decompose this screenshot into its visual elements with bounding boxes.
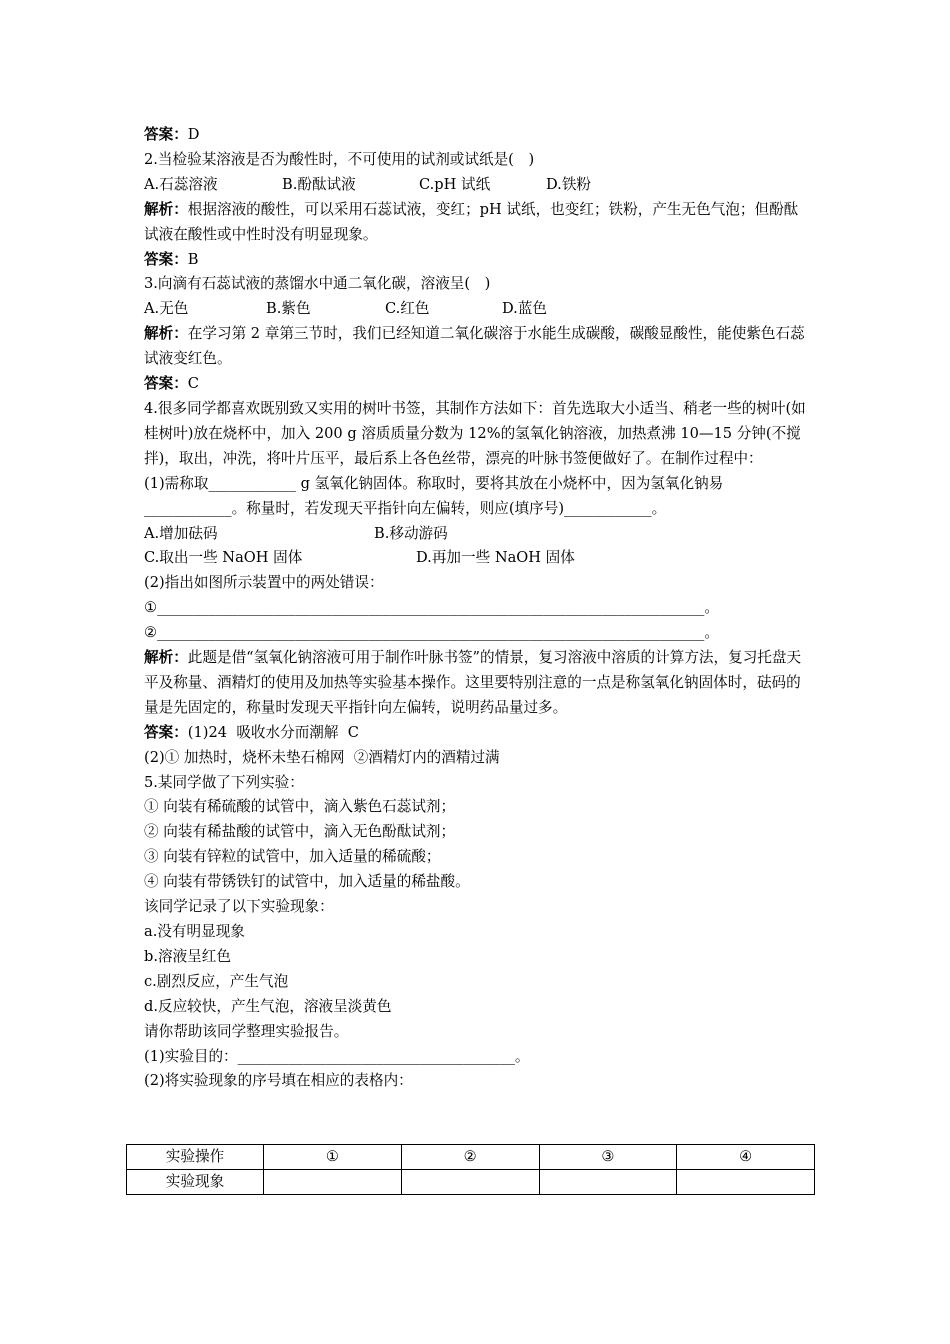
q2-options [144,173,810,198]
table-cell: ② [401,1145,539,1170]
q2-option-c: C.pH 试纸 [419,175,491,193]
q4-stem: 4.很多同学都喜欢既别致又实用的树叶书签，其制作方法如下：首先选取大小适当、稍老一些的树叶(如桂树叶)放在烧杯中，加入 200 g 溶质质量分数为 12%的氢氧化钠溶液，加热煮沸 10—15 分钟(不搅拌)，取出，冲洗，将叶片压平，最后系上各色丝带，漂亮的叶脉书签便做好了。在制作过程中： [144,399,806,467]
answer-label: 答案： [144,250,188,268]
q5-purpose: (1)实验目的：______________________________________。 [144,1047,530,1065]
q3-option-a: A.无色 [144,300,189,318]
answer-label: 答案： [144,126,188,143]
analysis-label: 解析： [144,325,188,343]
q2-option-b: B.酚酞试液 [282,175,356,193]
answer-label: 答案： [144,723,188,741]
q5-fill-table: (2)将实验现象的序号填在相应的表格内： [144,1072,413,1090]
q2-stem: 2.当检验某溶液是否为酸性时，不可使用的试剂或试纸是( ) [144,150,535,168]
q3-answer [144,372,810,397]
q3-options [144,297,810,322]
q4-option-b: B.移动游码 [374,524,448,542]
q4-answer-line-2: (2)① 加热时，烧杯未垫石棉网 ②酒精灯内的酒精过满 [144,748,500,766]
q5-experiment-3: ③ 向装有锌粒的试管中，加入适量的稀硫酸； [144,848,441,866]
q5-phenomenon-d: d.反应较快，产生气泡，溶液呈淡黄色 [144,997,392,1015]
table-cell: ① [264,1145,402,1170]
q5-experiment-4: ④ 向装有带锈铁钉的试管中，加入适量的稀盐酸。 [144,873,470,891]
table-cell [677,1170,815,1195]
q4-part1: (1)需称取____________ g 氢氧化钠固体。称取时，要将其放在小烧杯中，因为氢氧化钠易____________。称量时，若发现天平指针向左偏转，则应(填序号)____________。 [144,474,724,517]
q5-experiment-1: ① 向装有稀硫酸的试管中，滴入紫色石蕊试剂； [144,798,456,816]
q3-option-c: C.红色 [385,300,430,318]
table-header-cell: 实验现象 [127,1170,264,1195]
table-header-cell: 实验操作 [127,1145,264,1170]
q4-blank-1: ①___________________________________________________________________________。 [144,599,719,617]
table-cell [401,1170,539,1195]
table-cell: ③ [539,1145,677,1170]
analysis-text: 根据溶液的酸性，可以采用石蕊试液，变红；pH 试纸，也变红；铁粉，产生无色气泡；但酚酞试液在酸性或中性时没有明显现象。 [144,200,799,243]
experiment-table [126,1144,815,1195]
q4-options-row2 [144,546,810,571]
q5-phenomenon-c: c.剧烈反应，产生气泡 [144,972,289,990]
answer-label: 答案： [144,375,188,393]
q3-option-b: B.紫色 [266,300,311,318]
q3-option-d: D.蓝色 [502,300,548,318]
table-cell [539,1170,677,1195]
q5-phenomenon-b: b.溶液呈红色 [144,947,231,965]
q1-answer [144,123,810,148]
answer-value: (1)24 吸收水分而潮解 C [187,723,359,741]
q5-phenomenon-a: a.没有明显现象 [144,923,245,940]
q5-experiment-2: ② 向装有稀盐酸的试管中，滴入无色酚酞试剂； [144,823,456,841]
q4-option-d: D.再加一些 NaOH 固体 [416,549,575,567]
table-row [127,1145,815,1170]
q4-options-row1 [144,522,810,547]
answer-value: B [187,250,199,268]
q4-blank-2: ②___________________________________________________________________________。 [144,624,719,642]
answer-value: D [187,126,200,143]
answer-value: C [187,375,199,393]
table-cell: ④ [677,1145,815,1170]
q5-stem: 5.某同学做了下列实验： [144,773,304,791]
q4-part2: (2)指出如图所示装置中的两处错误： [144,574,384,592]
analysis-text: 此题是借“氢氧化钠溶液可用于制作叶脉书签”的情景，复习溶液中溶质的计算方法，复习托盘天平及称量、酒精灯的使用及加热等实验基本操作。这里要特别注意的一点是称氢氧化钠固体时，砝码的量是先固定的，称量时发现天平指针向左偏转，说明药品量过多。 [144,649,802,716]
q5-record-intro: 该同学记录了以下实验现象： [144,898,334,916]
q4-option-a: A.增加砝码 [144,524,218,542]
q2-answer [144,248,810,273]
q4-answer [144,721,810,746]
q2-option-d: D.铁粉 [546,175,592,193]
table-row [127,1170,815,1195]
q3-analysis [144,322,810,372]
q2-option-a: A.石蕊溶液 [144,175,218,193]
q2-analysis [144,198,810,248]
analysis-label: 解析： [144,200,188,218]
analysis-label: 解析： [144,649,188,667]
table-cell [264,1170,402,1195]
q4-analysis [144,646,810,721]
q4-option-c: C.取出一些 NaOH 固体 [144,549,303,567]
analysis-text: 在学习第 2 章第三节时，我们已经知道二氧化碳溶于水能生成碳酸，碳酸显酸性，能使紫色石蕊试液变红色。 [144,325,805,368]
document-body [144,123,810,1094]
q3-stem: 3.向滴有石蕊试液的蒸馏水中通二氧化碳，溶液呈( ) [144,275,491,293]
q5-request: 请你帮助该同学整理实验报告。 [144,1022,349,1040]
